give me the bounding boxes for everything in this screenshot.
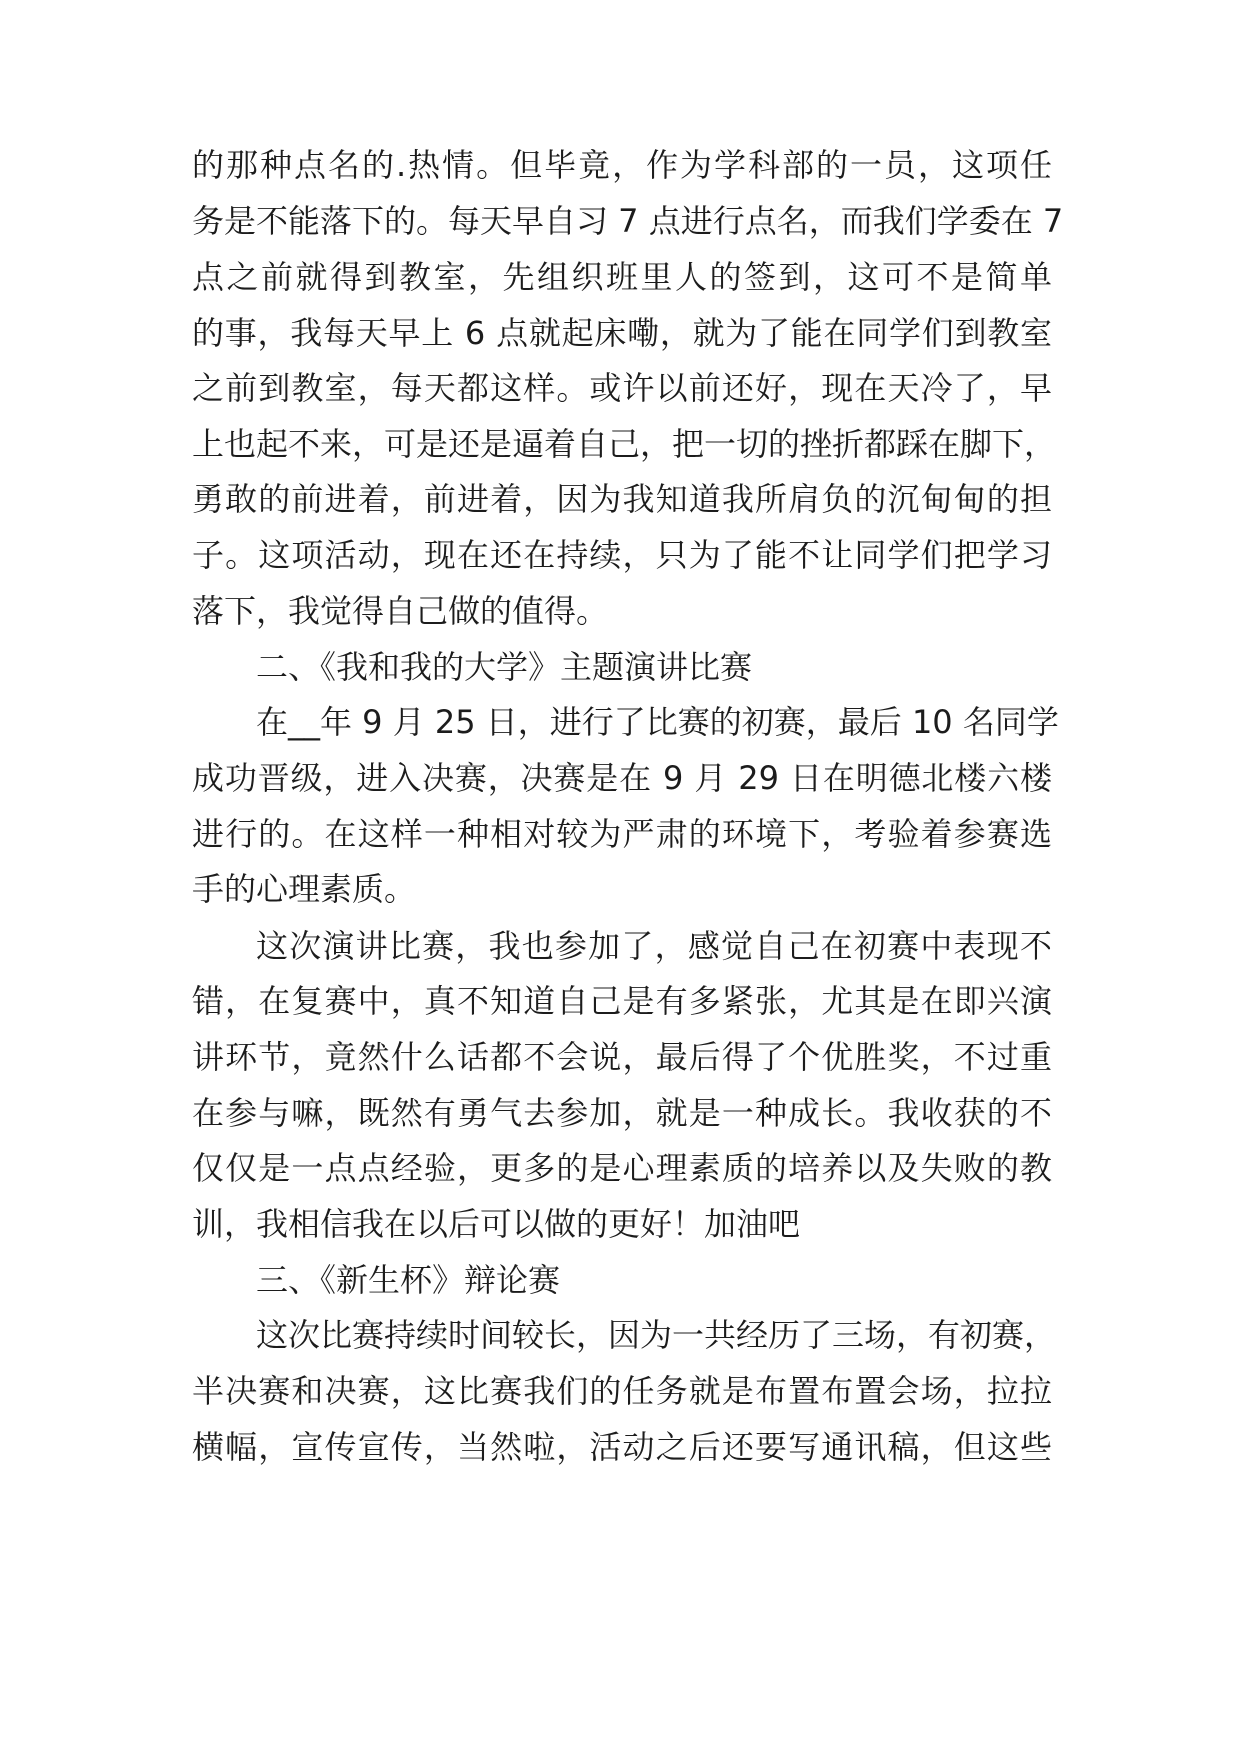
text-line: 勇敢的前进着，前进着，因为我知道我所肩负的沉甸甸的担 bbox=[192, 480, 1052, 518]
text-line: 点之前就得到教室，先组织班里人的签到，这可不是简单 bbox=[192, 258, 1052, 296]
text-line: 这次演讲比赛，我也参加了，感觉自己在初赛中表现不 bbox=[256, 927, 1052, 965]
section-heading: 三、《新生杯》辩论赛 bbox=[256, 1261, 561, 1299]
section-heading: 二、《我和我的大学》主题演讲比赛 bbox=[256, 648, 753, 686]
text-line: 之前到教室，每天都这样。或许以前还好，现在天冷了，早 bbox=[192, 369, 1052, 407]
text-line: 仅仅是一点点经验，更多的是心理素质的培养以及失败的教 bbox=[192, 1149, 1052, 1187]
text-line: 横幅，宣传宣传，当然啦，活动之后还要写通讯稿，但这些 bbox=[192, 1428, 1052, 1466]
text-line: 上也起不来，可是还是逼着自己，把一切的挫折都踩在脚下， bbox=[192, 425, 1057, 463]
text-line: 半决赛和决赛，这比赛我们的任务就是布置布置会场，拉拉 bbox=[192, 1372, 1052, 1410]
text-line: 错，在复赛中，真不知道自己是有多紧张，尤其是在即兴演 bbox=[192, 982, 1052, 1020]
text-line: 进行的。在这样一种相对较为严肃的环境下，考验着参赛选 bbox=[192, 815, 1052, 853]
text-line: 在参与嘛，既然有勇气去参加，就是一种成长。我收获的不 bbox=[192, 1094, 1052, 1132]
text-line: 手的心理素质。 bbox=[192, 870, 417, 908]
text-line: 在__年 9 月 25 日，进行了比赛的初赛，最后 10 名同学 bbox=[256, 703, 1059, 741]
text-line: 这次比赛持续时间较长，因为一共经历了三场，有初赛， bbox=[256, 1316, 1057, 1354]
text-line: 的那种点名的.热情。但毕竟，作为学科部的一员，这项任 bbox=[192, 146, 1052, 184]
text-line: 讲环节，竟然什么话都不会说，最后得了个优胜奖，不过重 bbox=[192, 1038, 1052, 1076]
text-line: 落下，我觉得自己做的值得。 bbox=[192, 592, 609, 630]
text-line: 务是不能落下的。每天早自习 7 点进行点名，而我们学委在 7 bbox=[192, 202, 1064, 240]
text-line: 的事，我每天早上 6 点就起床嘞，就为了能在同学们到教室 bbox=[192, 314, 1052, 352]
text-line: 成功晋级，进入决赛，决赛是在 9 月 29 日在明德北楼六楼 bbox=[192, 759, 1052, 797]
text-line: 子。这项活动，现在还在持续，只为了能不让同学们把学习 bbox=[192, 536, 1052, 574]
text-line: 训，我相信我在以后可以做的更好！加油吧 bbox=[192, 1205, 801, 1243]
